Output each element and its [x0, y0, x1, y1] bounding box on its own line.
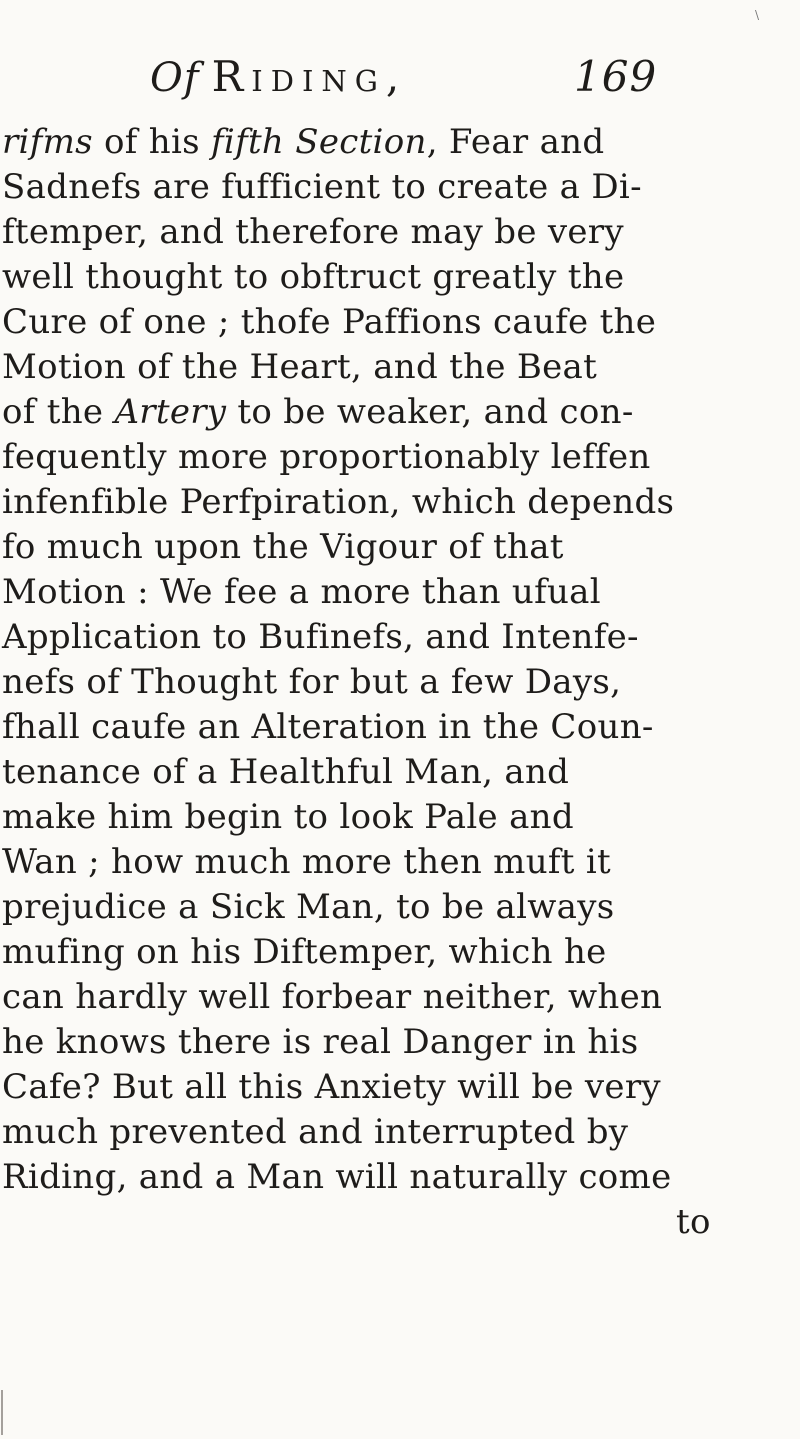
text-line-24: Riding, and a Man will naturally come: [2, 1157, 672, 1197]
text-segment: , Fear and: [426, 122, 605, 162]
running-title: [150, 52, 407, 101]
text-line-9: infenfible Perfpiration, which depends: [2, 482, 675, 522]
text-line-1: [2, 120, 604, 164]
text-line-12: Application to Bufinefs, and Intenfe-: [2, 617, 639, 657]
running-title-riding: Riding,: [211, 52, 408, 101]
text-line-22: Cafe? But all this Anxiety will be very: [2, 1067, 661, 1107]
text-line-19: mufing on his Diftemper, which he: [2, 932, 607, 972]
text-line-21: he knows there is real Danger in his: [2, 1022, 639, 1062]
text-line-18: prejudice a Sick Man, to be always: [2, 887, 615, 927]
margin-rule: [1, 1390, 3, 1435]
corner-mark: \: [755, 8, 760, 22]
text-line-4: well thought to obftruct greatly the: [2, 257, 625, 297]
text-line-14: fhall caufe an Alteration in the Coun-: [2, 707, 654, 747]
text-segment: of his: [92, 122, 212, 162]
running-title-of: Of: [150, 55, 200, 101]
italic-word: rifms: [2, 122, 93, 162]
text-line-15: tenance of a Healthful Man, and: [2, 752, 570, 792]
text-line-16: make him begin to look Pale and: [2, 797, 574, 837]
text-segment: to be weaker, and con-: [226, 392, 634, 432]
text-line-8: fequently more proportionably leffen: [2, 437, 651, 477]
text-line-3: ftemper, and therefore may be very: [2, 212, 624, 252]
text-line-5: Cure of one ; thofe Paffions caufe the: [2, 302, 657, 342]
text-line-7: [2, 390, 634, 434]
text-line-11: Motion : We fee a more than ufual: [2, 572, 601, 612]
text-line-13: nefs of Thought for but a few Days,: [2, 662, 622, 702]
text-segment: of the: [2, 392, 115, 432]
italic-word: Artery: [114, 392, 227, 432]
text-line-23: much prevented and interrupted by: [2, 1112, 629, 1152]
text-line-6: Motion of the Heart, and the Beat: [2, 347, 598, 387]
page-header: [150, 52, 730, 116]
text-line-2: Sadnefs are fufficient to create a Di-: [2, 167, 642, 207]
page-number: 169: [574, 52, 658, 101]
text-line-17: Wan ; how much more then muft it: [2, 842, 611, 882]
text-line-20: can hardly well forbear neither, when: [2, 977, 663, 1017]
italic-phrase: fifth Section: [211, 122, 427, 162]
text-line-10: fo much upon the Vigour of that: [2, 527, 564, 567]
text-line-25: to: [676, 1202, 711, 1242]
